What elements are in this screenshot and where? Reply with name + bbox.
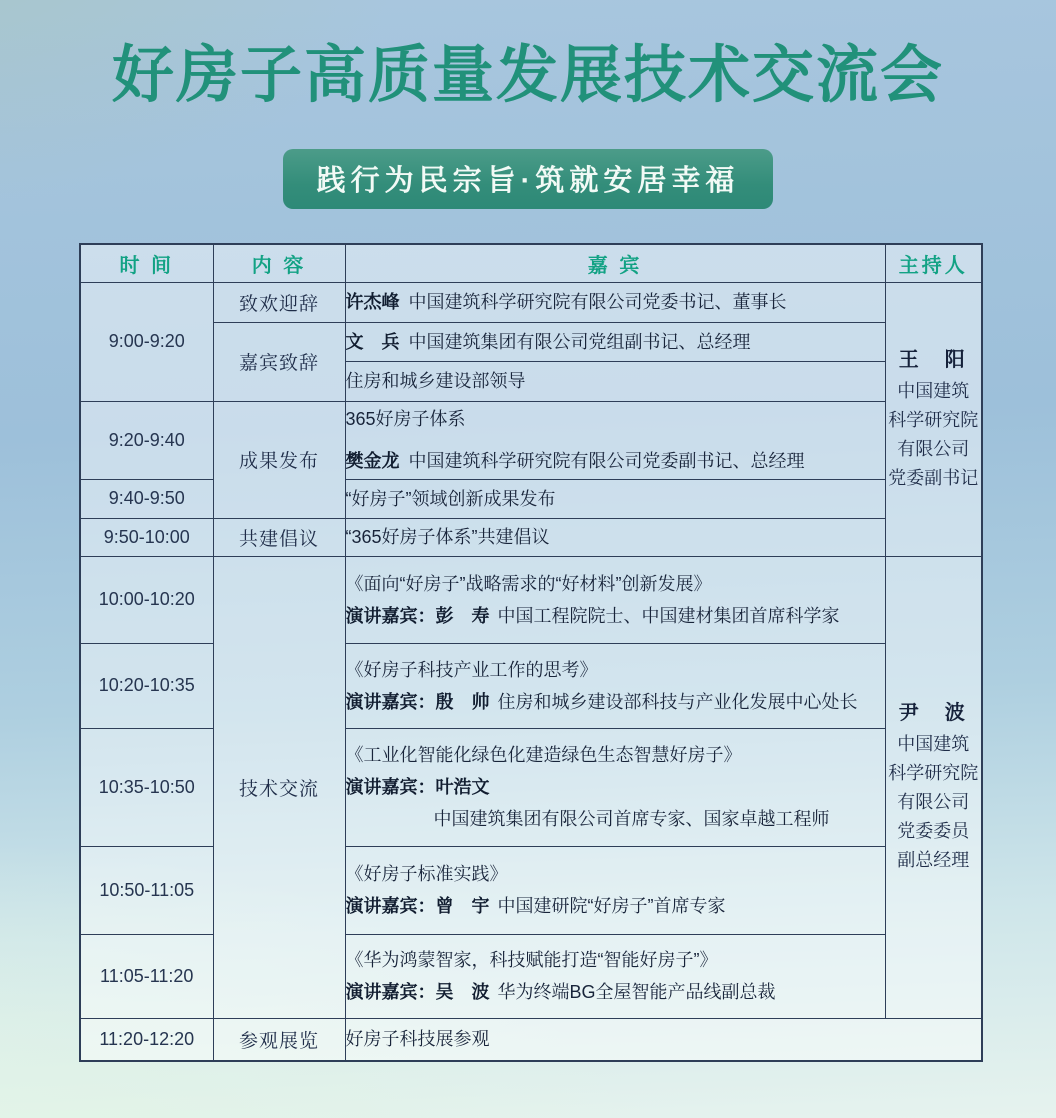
speaker-desc: 华为终端BG全屋智能产品线副总裁 — [497, 982, 776, 1002]
host-org-line: 科学研究院 — [888, 409, 979, 430]
speaker-label: 演讲嘉宾：曾 宇 — [345, 896, 490, 916]
session-type-cell: 参观展览 — [213, 1018, 345, 1061]
guest-desc: 中国建筑科学研究院有限公司党委副书记、总经理 — [408, 451, 805, 471]
speaker-desc: 中国建研院“好房子”首席专家 — [497, 896, 726, 916]
agenda-item: “好房子”领域创新成果发布 — [345, 488, 556, 509]
talk-title: 《工业化智能化绿色化建造绿色生态智慧好房子》 — [345, 745, 742, 765]
guest-cell — [345, 643, 885, 728]
header-time: 时 间 — [80, 244, 213, 282]
host-org-line: 党委副书记 — [888, 467, 979, 488]
time-cell: 9:50-10:00 — [80, 518, 213, 556]
agenda-item: 365好房子体系 — [345, 409, 466, 429]
host-cell — [885, 282, 982, 556]
time-cell: 9:20-9:40 — [80, 401, 213, 479]
speaker-label: 演讲嘉宾：殷 帅 — [345, 691, 490, 712]
guest-cell — [345, 556, 885, 643]
guest-cell — [345, 282, 885, 322]
host-org-line: 有限公司 — [897, 438, 970, 459]
speaker-desc: 中国工程院院士、中国建材集团首席科学家 — [497, 605, 840, 626]
guest-desc: 中国建筑集团有限公司党组副书记、总经理 — [408, 331, 751, 352]
guest-desc: 中国建筑科学研究院有限公司党委书记、董事长 — [408, 292, 787, 312]
session-type-cell: 嘉宾致辞 — [213, 322, 345, 401]
speaker-desc: 住房和城乡建设部科技与产业化发展中心处长 — [497, 691, 858, 712]
speaker-label: 演讲嘉宾：吴 波 — [345, 982, 490, 1002]
header-host: 主持人 — [885, 244, 982, 282]
session-type-cell: 共建倡议 — [213, 518, 345, 556]
guest-name: 樊金龙 — [345, 451, 400, 471]
guest-cell — [345, 1018, 982, 1061]
time-cell: 10:00-10:20 — [80, 556, 213, 643]
table-row — [80, 518, 982, 556]
agenda-item: 好房子科技展参观 — [345, 1029, 490, 1050]
guest-name: 文 兵 — [345, 331, 400, 352]
slogan-badge: 践行为民宗旨·筑就安居幸福 — [283, 149, 774, 209]
session-type-cell: 致欢迎辞 — [213, 282, 345, 322]
header-content: 内 容 — [213, 244, 345, 282]
time-cell: 9:40-9:50 — [80, 479, 213, 518]
time-cell: 10:20-10:35 — [80, 643, 213, 728]
host-org-line: 中国建筑 — [897, 380, 970, 401]
guest-cell — [345, 728, 885, 846]
table-row — [80, 282, 982, 322]
guest-desc: 住房和城乡建设部领导 — [345, 371, 526, 391]
event-title: 好房子高质量发展技术交流会 — [111, 42, 944, 110]
header-row — [80, 244, 982, 282]
slogan-badge-wrap — [0, 149, 1056, 209]
schedule-table-wrap — [79, 243, 983, 1062]
schedule-table — [79, 243, 983, 1062]
header-guest: 嘉 宾 — [345, 244, 885, 282]
time-cell: 11:20-12:20 — [80, 1018, 213, 1061]
talk-title: 《面向“好房子”战略需求的“好材料”创新发展》 — [345, 573, 712, 594]
time-cell: 10:50-11:05 — [80, 846, 213, 934]
table-row — [80, 322, 982, 361]
guest-cell — [345, 934, 885, 1018]
speaker-label: 演讲嘉宾：叶浩文 — [345, 777, 490, 797]
table-row — [80, 556, 982, 643]
table-row — [80, 1018, 982, 1061]
host-cell — [885, 556, 982, 1018]
talk-title: 《好房子科技产业工作的思考》 — [345, 659, 598, 680]
guest-cell — [345, 479, 885, 518]
time-cell: 10:35-10:50 — [80, 728, 213, 846]
guest-cell — [345, 846, 885, 934]
host-org-line: 科学研究院 — [888, 763, 979, 783]
host-org-line: 党委委员 — [897, 821, 970, 841]
session-type-cell: 技术交流 — [213, 556, 345, 1018]
host-org-line: 副总经理 — [897, 850, 970, 870]
host-name: 王 阳 — [898, 348, 968, 371]
talk-title: 《好房子标准实践》 — [345, 864, 508, 884]
speaker-desc: 中国建筑集团有限公司首席专家、国家卓越工程师 — [433, 809, 830, 829]
guest-cell — [345, 361, 885, 401]
session-type-cell: 成果发布 — [213, 401, 345, 518]
guest-cell — [345, 322, 885, 361]
host-org-line: 有限公司 — [897, 792, 970, 812]
host-org-line: 中国建筑 — [897, 734, 970, 754]
talk-title: 《华为鸿蒙智家，科技赋能打造“智能好房子”》 — [345, 950, 718, 970]
table-row — [80, 401, 982, 479]
guest-cell — [345, 401, 885, 479]
agenda-item: “365好房子体系”共建倡议 — [345, 527, 550, 547]
host-name: 尹 波 — [898, 702, 968, 724]
time-cell: 11:05-11:20 — [80, 934, 213, 1018]
speaker-label: 演讲嘉宾：彭 寿 — [345, 605, 490, 626]
guest-name: 许杰峰 — [345, 292, 400, 312]
time-cell: 9:00-9:20 — [80, 282, 213, 401]
guest-cell — [345, 518, 885, 556]
